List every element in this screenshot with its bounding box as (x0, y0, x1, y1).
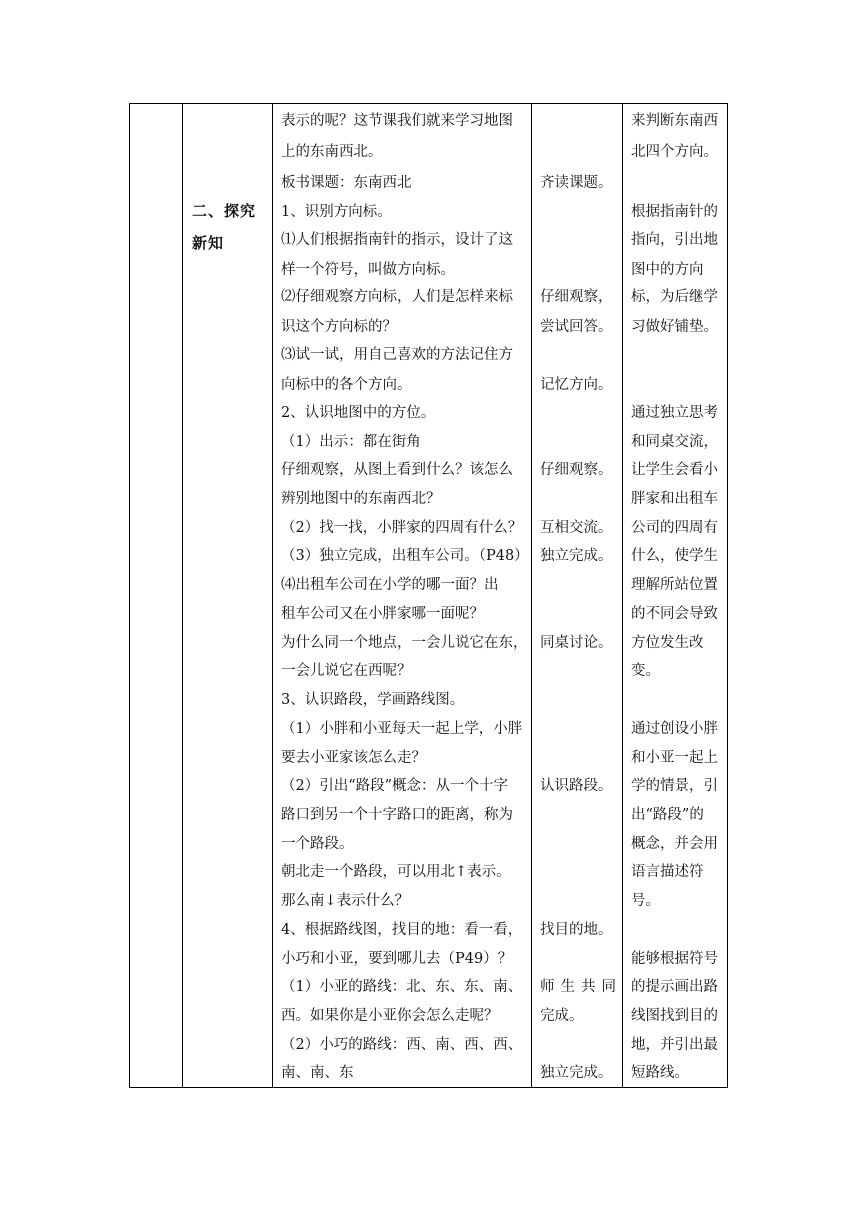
design-line: 理解所站位置 (631, 577, 718, 593)
teacher-line: ⑴人们根据指南针的指示，设计了这 (281, 232, 513, 248)
teacher-line: 上的东南西北。 (281, 144, 383, 160)
teacher-activity-column (272, 104, 531, 1087)
section-title-line: 二、探究 (192, 202, 257, 220)
teacher-line: 要去小亚家该怎么走？ (281, 750, 426, 766)
design-line: 北四个方向。 (631, 144, 718, 160)
teacher-line: 向标中的各个方向。 (281, 377, 412, 393)
teacher-line: 为什么同一个地点，一会儿说它在东， (281, 635, 528, 651)
teacher-line: 板书课题：东南西北 (281, 175, 412, 191)
design-line: 标，为后继学 (631, 289, 718, 305)
teacher-line: 租车公司又在小胖家哪一面呢？ (281, 606, 484, 622)
student-line: 同桌讨论。 (540, 635, 613, 651)
teacher-line: （1）小胖和小亚每天一起上学，小胖 (281, 721, 523, 737)
teacher-line: （3）独立完成，出租车公司。（P48） (281, 548, 529, 564)
design-line: 语言描述符 (631, 864, 704, 880)
student-line: 独立完成。 (540, 548, 613, 564)
teacher-line: 3、认识路段，学画路线图。 (281, 692, 465, 708)
design-line: 短路线。 (631, 1065, 689, 1081)
teacher-line: 路口到另一个十字路口的距离，称为 (281, 807, 513, 823)
design-line: 号。 (631, 893, 660, 909)
student-line: 仔细观察， (540, 289, 613, 305)
student-activity-column (531, 104, 622, 1087)
teacher-line: 识这个方向标的？ (281, 319, 397, 335)
student-line: 师生共同 (540, 979, 622, 995)
student-line: 独立完成。 (540, 1065, 613, 1081)
teacher-line: 西。如果你是小亚你会怎么走呢？ (281, 1008, 499, 1024)
lesson-plan-table (129, 103, 728, 1088)
teacher-line: （2）找一找，小胖家的四周有什么？ (281, 520, 523, 536)
teacher-line: 1、识别方向标。 (281, 204, 392, 220)
teacher-line: 那么南↓表示什么？ (281, 893, 410, 909)
student-line: 认识路段。 (540, 778, 613, 794)
section-column (182, 104, 272, 1087)
student-line: 找目的地。 (540, 922, 613, 938)
design-line: 概念，并会用 (631, 836, 718, 852)
teacher-line: 仔细观察，从图上看到什么？该怎么 (281, 462, 513, 478)
design-line: 和小亚一起上 (631, 750, 718, 766)
student-line: 尝试回答。 (540, 319, 613, 335)
teacher-line: 4、根据路线图，找目的地：看一看， (281, 922, 523, 938)
teacher-line: 2、认识地图中的方位。 (281, 405, 436, 421)
design-line: 什么，使学生 (631, 548, 718, 564)
teacher-line: （1）小亚的路线：北、东、东、南、 (281, 979, 523, 995)
teacher-line: 朝北走一个路段，可以用北↑表示。 (281, 864, 511, 880)
design-line: 线图找到目的 (631, 1008, 718, 1024)
design-line: 让学生会看小 (631, 462, 718, 478)
student-line: 完成。 (540, 1008, 584, 1024)
design-line: 根据指南针的 (631, 204, 718, 220)
design-line: 通过创设小胖 (631, 721, 718, 737)
teacher-line: （2）引出“路段”概念：从一个十字 (281, 778, 509, 794)
teacher-line: ⑶试一试，用自己喜欢的方法记住方 (281, 347, 513, 363)
teacher-line: 南、南、东 (281, 1065, 354, 1081)
design-intent-column (622, 104, 729, 1087)
teacher-line: 表示的呢？这节课我们就来学习地图 (281, 113, 513, 129)
design-line: 来判断东南西 (631, 113, 718, 129)
design-line: 的不同会导致 (631, 606, 718, 622)
teacher-line: ⑵仔细观察方向标，人们是怎样来标 (281, 289, 513, 305)
section-title-line: 新知 (192, 234, 225, 252)
design-line: 地，并引出最 (631, 1037, 718, 1053)
student-line: 齐读课题。 (540, 175, 613, 191)
teacher-line: 一个路段。 (281, 836, 354, 852)
design-line: 和同桌交流， (631, 434, 718, 450)
design-line: 方位发生改 (631, 635, 704, 651)
teacher-line: （2）小巧的路线：西、南、西、西、 (281, 1037, 523, 1053)
design-line: 通过独立思考 (631, 405, 718, 421)
design-line: 的提示画出路 (631, 979, 718, 995)
teacher-line: ⑷出租车公司在小学的哪一面？出 (281, 577, 499, 593)
student-line: 记忆方向。 (540, 377, 613, 393)
student-line: 互相交流。 (540, 520, 613, 536)
teacher-line: 样一个符号，叫做方向标。 (281, 262, 455, 278)
teacher-line: （1）出示：都在街角 (281, 434, 421, 450)
student-line: 仔细观察。 (540, 462, 613, 478)
teacher-line: 一会儿说它在西呢？ (281, 663, 412, 679)
design-line: 图中的方向 (631, 262, 704, 278)
design-line: 习做好铺垫。 (631, 319, 718, 335)
design-line: 胖家和出租车 (631, 491, 718, 507)
teacher-line: 小巧和小亚，要到哪儿去（P49）？ (281, 951, 513, 967)
design-line: 变。 (631, 663, 660, 679)
design-line: 指向，引出地 (631, 232, 718, 248)
design-line: 学的情景，引 (631, 778, 718, 794)
design-line: 能够根据符号 (631, 951, 718, 967)
design-line: 公司的四周有 (631, 520, 718, 536)
teacher-line: 辨别地图中的东南西北？ (281, 491, 441, 507)
design-line: 出“路段”的 (631, 807, 704, 823)
